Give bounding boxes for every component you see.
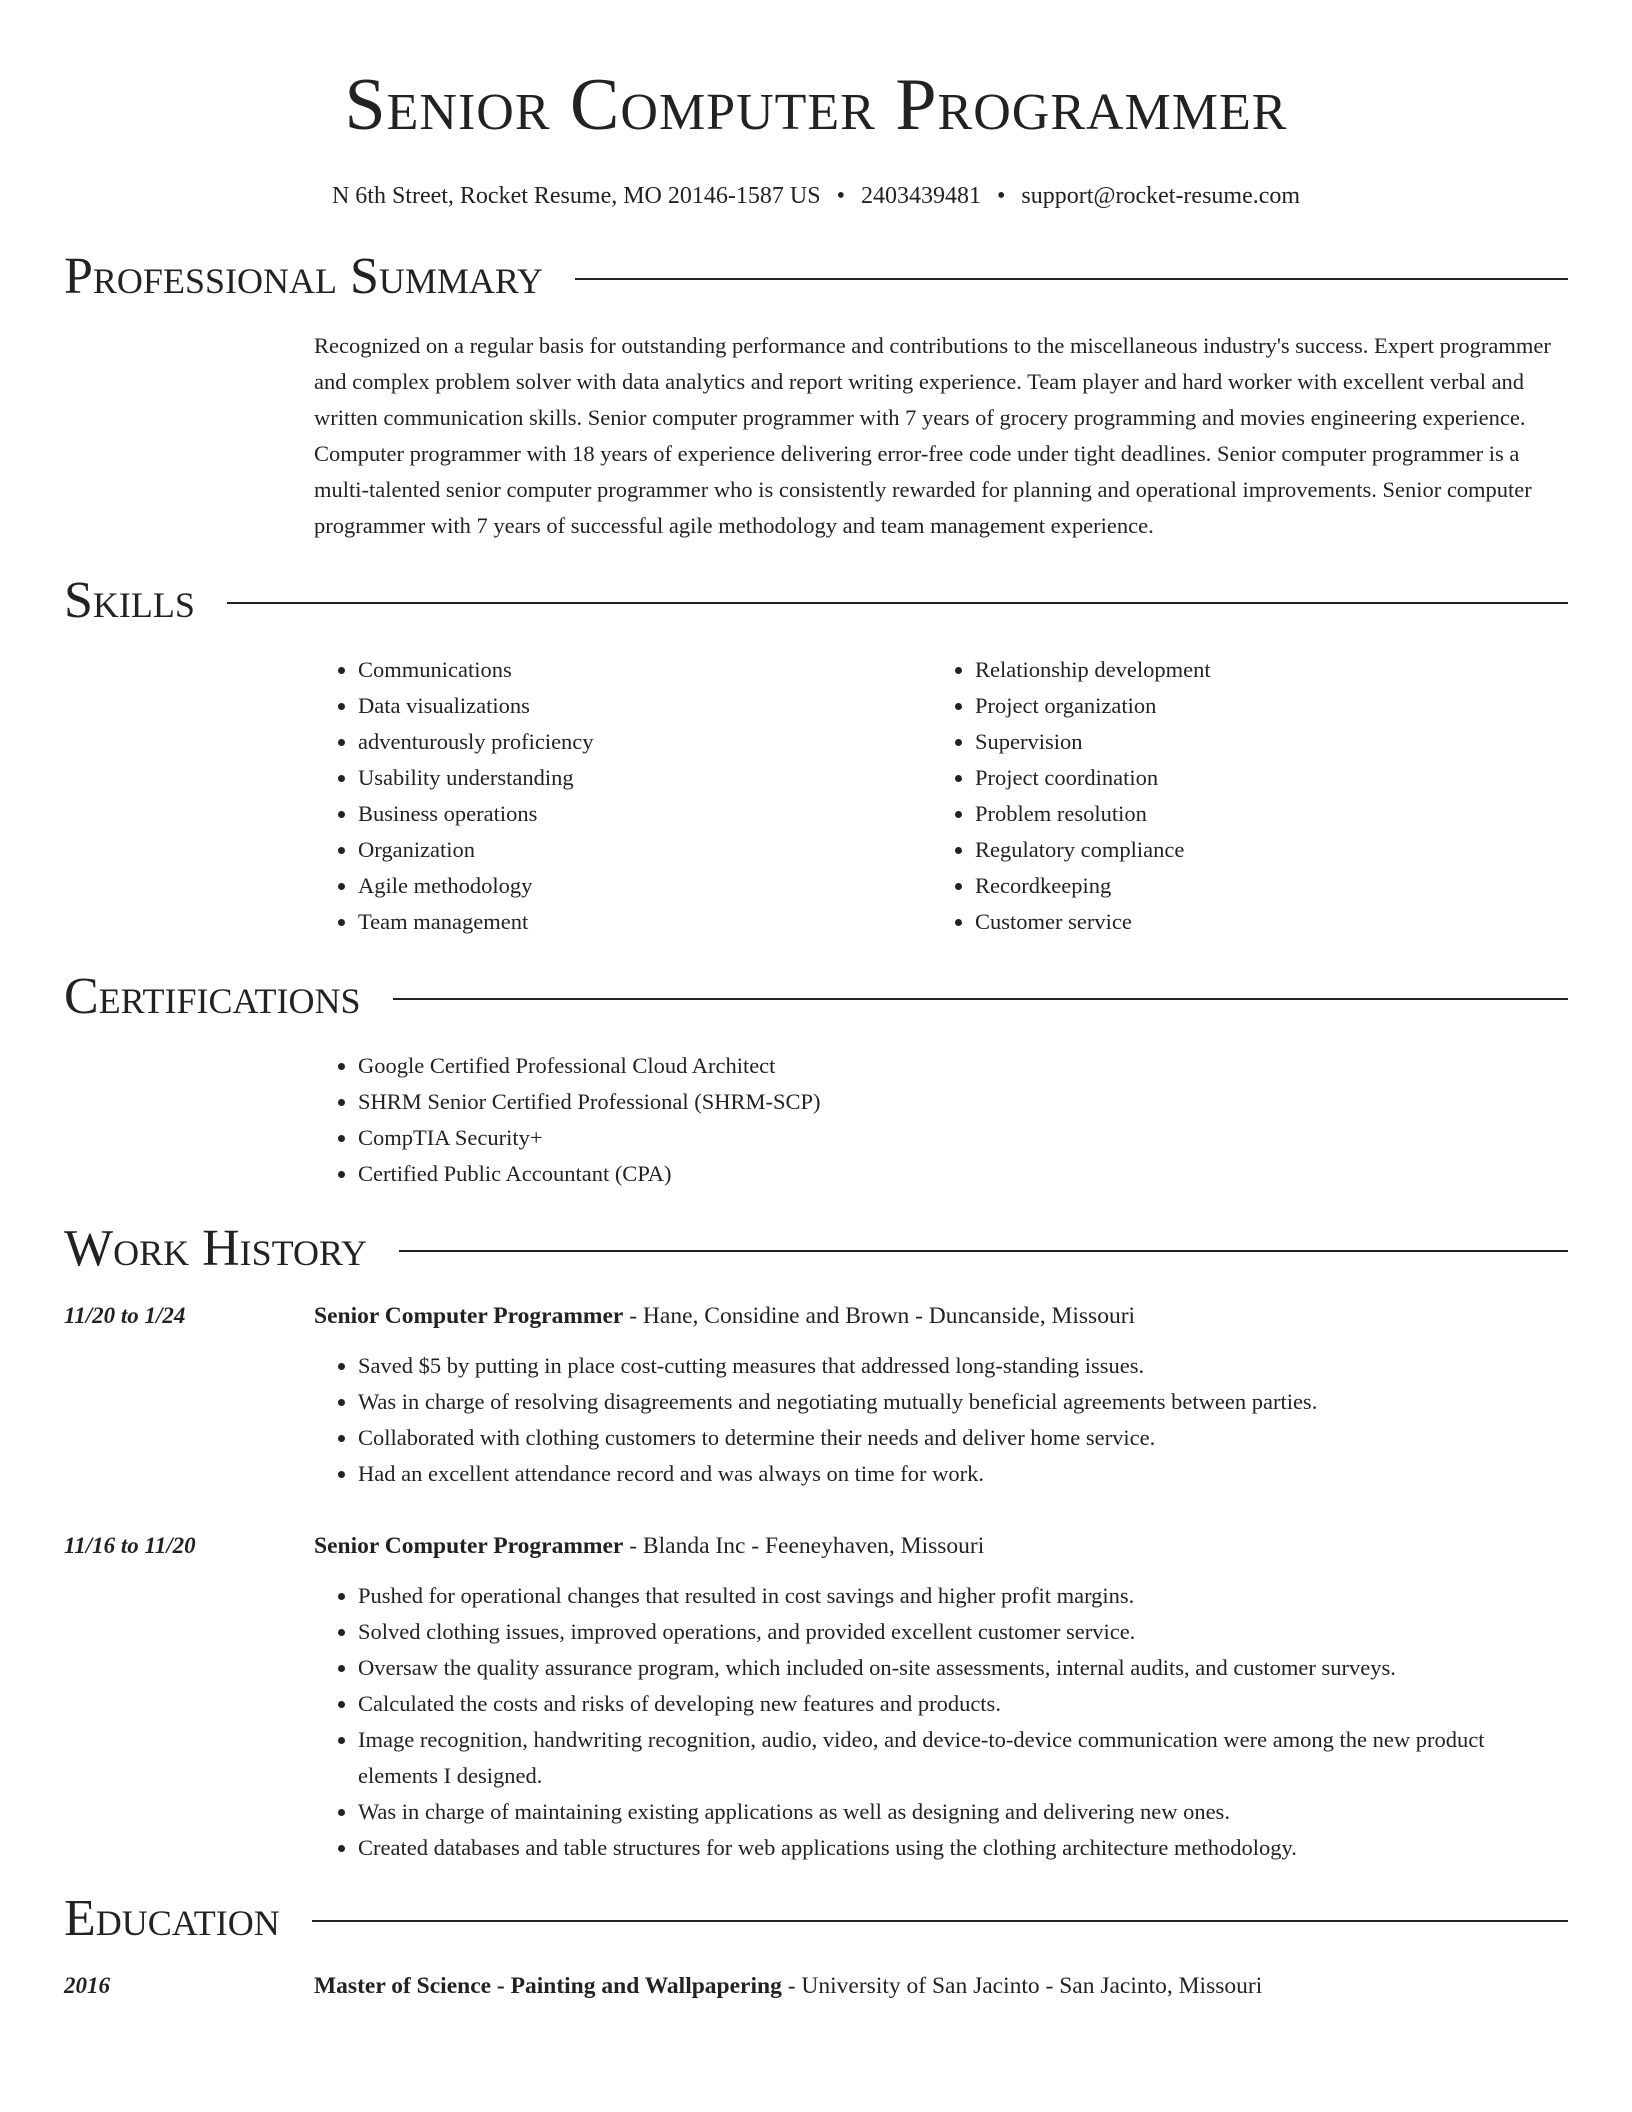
work-bullet: • Solved clothing issues, improved operations, and provided excellent customer service.	[358, 1614, 1568, 1650]
skills-column-left	[314, 652, 931, 940]
work-bullet: • Collaborated with clothing customers to determine their needs and deliver home service.	[358, 1420, 1568, 1456]
section-divider	[399, 1250, 1568, 1252]
skills-column-right	[931, 652, 1548, 940]
skill-item: • adventurously proficiency	[358, 724, 931, 760]
work-title-line	[314, 1298, 1568, 1334]
degree: Master of Science - Painting and Wallpapering	[314, 1973, 782, 1999]
job-title: Senior Computer Programmer	[314, 1303, 624, 1329]
section-divider	[575, 278, 1568, 280]
section-header	[64, 242, 1568, 312]
skill-item: • Project organization	[975, 688, 1548, 724]
work-bullet: • Was in charge of resolving disagreements and negotiating mutually beneficial agreements between parties.	[358, 1384, 1568, 1420]
skill-item: • Relationship development	[975, 652, 1548, 688]
contact-phone: 2403439481	[860, 183, 981, 209]
section-title: Work History	[64, 1220, 368, 1277]
skill-item: • Usability understanding	[358, 760, 931, 796]
section-title: Certifications	[64, 968, 361, 1025]
contact-email[interactable]: support@rocket-resume.com	[1021, 183, 1301, 209]
school-location: - University of San Jacinto - San Jacinto, Missouri	[781, 1973, 1263, 1999]
employer-location: - Blanda Inc - Feeneyhaven, Missouri	[623, 1533, 985, 1559]
certification-item: • SHRM Senior Certified Professional (SHRM-SCP)	[358, 1084, 1568, 1120]
work-bullet: • Was in charge of maintaining existing applications as well as designing and delivering new ones.	[358, 1794, 1568, 1830]
contact-line	[64, 180, 1568, 212]
certification-item: • Google Certified Professional Cloud Architect	[358, 1048, 1568, 1084]
work-entry	[64, 1528, 1568, 1866]
section-divider	[393, 998, 1568, 1000]
certifications-section	[64, 962, 1568, 1192]
certification-item: • Certified Public Accountant (CPA)	[358, 1156, 1568, 1192]
skill-item: • Data visualizations	[358, 688, 931, 724]
work-bullet: • Created databases and table structures for web applications using the clothing architecture methodology.	[358, 1830, 1568, 1866]
work-bullet: • Pushed for operational changes that resulted in cost savings and higher profit margins.	[358, 1578, 1568, 1614]
contact-separator: •	[996, 183, 1006, 209]
education-section	[64, 1884, 1568, 2004]
resume-page	[64, 0, 1568, 2004]
work-dates: 11/20 to 1/24	[64, 1303, 186, 1328]
skill-item: • Business operations	[358, 796, 931, 832]
work-bullet: • Oversaw the quality assurance program, which included on-site assessments, internal audits, and customer surveys.	[358, 1650, 1568, 1686]
skill-item: • Supervision	[975, 724, 1548, 760]
section-header	[64, 962, 1568, 1032]
skill-item: • Project coordination	[975, 760, 1548, 796]
section-header	[64, 1214, 1568, 1284]
section-header	[64, 566, 1568, 636]
section-divider	[312, 1920, 1568, 1922]
work-title-line	[314, 1528, 1568, 1564]
skill-item: • Customer service	[975, 904, 1548, 940]
section-title: Skills	[64, 572, 195, 629]
skill-item: • Communications	[358, 652, 931, 688]
skills-section	[64, 566, 1568, 940]
contact-separator: •	[836, 183, 845, 209]
section-title: Professional Summary	[64, 248, 543, 305]
employer-location: - Hane, Considine and Brown - Duncanside, Missouri	[623, 1303, 1136, 1329]
work-bullet: • Image recognition, handwriting recognition, audio, video, and device-to-device communication were among the new product elements I designed.	[358, 1722, 1568, 1794]
certification-item: • CompTIA Security+	[358, 1120, 1568, 1156]
contact-address: N 6th Street, Rocket Resume, MO 20146-1587 US	[331, 183, 821, 209]
section-divider	[227, 602, 1568, 604]
skill-item: • Regulatory compliance	[975, 832, 1548, 868]
skill-item: • Problem resolution	[975, 796, 1548, 832]
work-entry	[64, 1298, 1568, 1492]
skill-item: • Recordkeeping	[975, 868, 1548, 904]
summary-section	[64, 242, 1568, 544]
resume-name: Senior Computer Programmer	[344, 64, 1288, 146]
skill-item: • Agile methodology	[358, 868, 931, 904]
work-bullet: • Calculated the costs and risks of developing new features and products.	[358, 1686, 1568, 1722]
education-year: 2016	[64, 1973, 110, 1998]
section-header	[64, 1884, 1568, 1954]
work-dates: 11/16 to 11/20	[64, 1533, 196, 1558]
work-history-section	[64, 1214, 1568, 1866]
job-title: Senior Computer Programmer	[314, 1533, 624, 1559]
work-bullet: • Saved $5 by putting in place cost-cutting measures that addressed long-standing issues.	[358, 1348, 1568, 1384]
work-bullet: • Had an excellent attendance record and was always on time for work.	[358, 1456, 1568, 1492]
skill-item: • Organization	[358, 832, 931, 868]
skill-item: • Team management	[358, 904, 931, 940]
summary-text: Recognized on a regular basis for outstanding performance and contributions to the miscellaneous industry's success. Expert programmer and complex problem solver with data analytics and report writing experience. Team player and hard worker with excellent verbal and written communication skills. Senior computer programmer with 7 years of grocery programming and movies engineering experience. Computer programmer with 18 years of experience delivering error-free code under tight deadlines. Senior computer programmer is a multi-talented senior computer programmer who is consistently rewarded for planning and operational improvements. Senior computer programmer with 7 years of successful agile methodology and team management experience.	[314, 333, 1551, 538]
education-line	[314, 1968, 1568, 2004]
section-title: Education	[64, 1890, 280, 1947]
education-entry	[64, 1968, 1568, 2004]
